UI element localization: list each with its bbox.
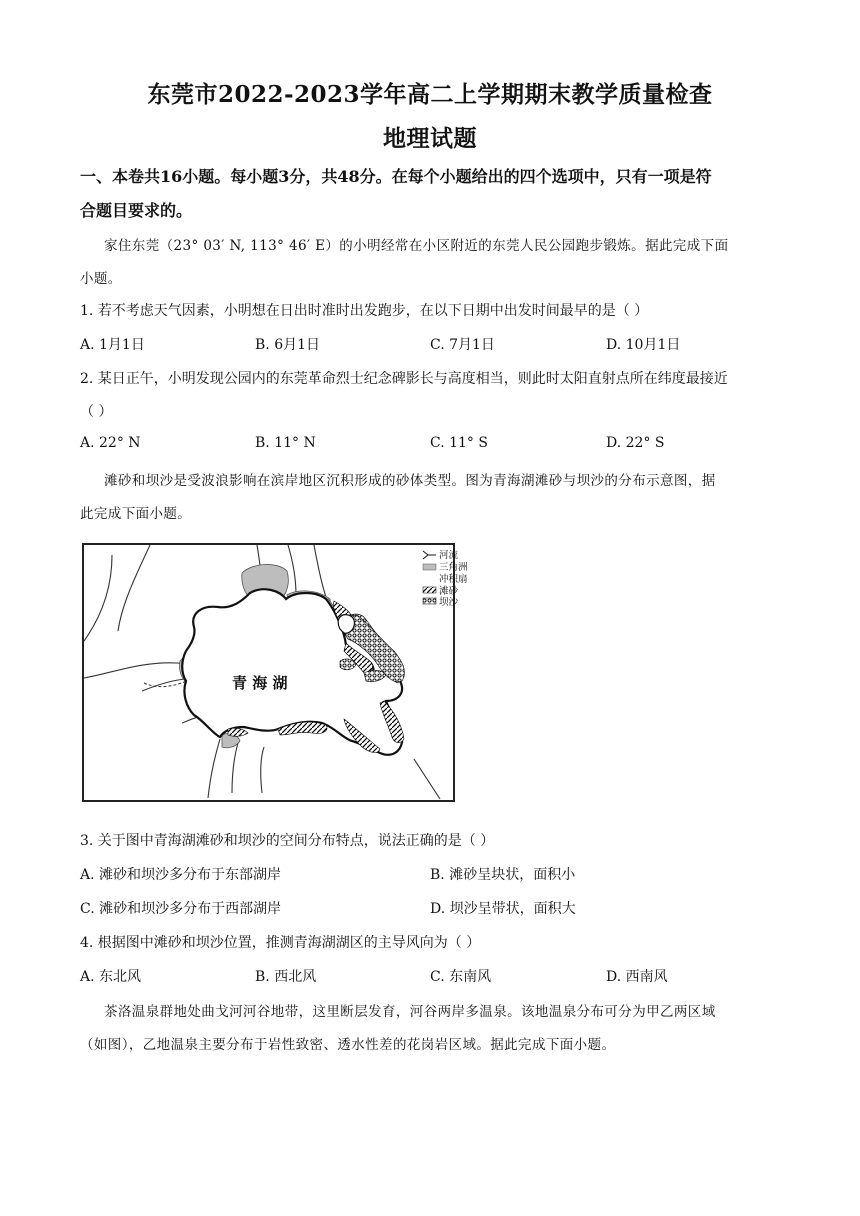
q4-option-c[interactable]: C. 东南风 — [430, 969, 492, 985]
legend-fan-label: 冲积扇 — [439, 574, 468, 585]
q1-option-c[interactable]: C. 7月1日 — [430, 337, 495, 353]
q1-option-d[interactable]: D. 10月1日 — [606, 337, 681, 353]
q3-option-d[interactable]: D. 坝沙呈带状，面积大 — [430, 901, 576, 917]
legend-bar-symbol — [423, 598, 436, 604]
lake-label: 青 海 湖 — [232, 674, 288, 692]
page-subtitle: 地理试题 — [383, 125, 477, 152]
passage3-line1: 茶洛温泉群地处曲戈河河谷地带，这里断层发育，河谷两岸多温泉。该地温泉分布可分为甲乙两区域 — [104, 1004, 716, 1020]
legend-bar-label: 坝沙 — [439, 597, 459, 608]
q3-option-b[interactable]: B. 滩砂呈块状，面积小 — [430, 867, 576, 883]
qinghai-lake-map — [82, 543, 468, 802]
q1-stem: 1. 若不考虑天气因素，小明想在日出时准时出发跑步，在以下日期中出发时间最早的是（ ） — [80, 303, 649, 319]
passage1-line2: 小题。 — [80, 271, 122, 287]
legend-river-label: 河流 — [439, 550, 459, 561]
q2-option-a[interactable]: A. 22° N — [80, 435, 141, 451]
q3-stem: 3. 关于图中青海湖滩砂和坝沙的空间分布特点，说法正确的是（ ） — [80, 833, 495, 849]
q2-option-c[interactable]: C. 11° S — [430, 435, 488, 451]
q2-stem-line2: （ ） — [80, 404, 113, 420]
q4-option-d[interactable]: D. 西南风 — [606, 969, 668, 985]
section-heading-line1: 一、本卷共16小题。每小题3分，共48分。在每个小题给出的四个选项中，只有一项是符 — [80, 167, 712, 186]
q2-option-d[interactable]: D. 22° S — [606, 435, 665, 451]
q3-option-c[interactable]: C. 滩砂和坝沙多分布于西部湖岸 — [80, 901, 282, 917]
passage2-line1: 滩砂和坝沙是受波浪影响在滨岸地区沉积形成的砂体类型。图为青海湖滩砂与坝沙的分布示意图，据 — [104, 473, 716, 489]
q1-option-b[interactable]: B. 6月1日 — [255, 337, 321, 353]
legend-delta-symbol — [423, 564, 436, 570]
passage1-line1: 家住东莞（23° 03′ N, 113° 46′ E）的小明经常在小区附近的东莞人民公园跑步锻炼。据此完成下面 — [104, 238, 729, 254]
island-loop — [338, 615, 354, 634]
section-heading-line2: 合题目要求的。 — [80, 201, 193, 220]
q4-option-a[interactable]: A. 东北风 — [80, 969, 142, 985]
q1-option-a[interactable]: A. 1月1日 — [80, 337, 145, 353]
legend-delta-label: 三角洲 — [439, 562, 468, 573]
q2-option-b[interactable]: B. 11° N — [255, 435, 316, 451]
q2-stem-line1: 2. 某日正午，小明发现公园内的东莞革命烈士纪念碑影长与高度相当，则此时太阳直射点所在纬度最接近 — [80, 371, 728, 387]
passage3-line2: （如图），乙地温泉主要分布于岩性致密、透水性差的花岗岩区域。据此完成下面小题。 — [80, 1037, 616, 1053]
q4-stem: 4. 根据图中滩砂和坝沙位置，推测青海湖湖区的主导风向为（ ） — [80, 935, 481, 951]
q4-option-b[interactable]: B. 西北风 — [255, 969, 317, 985]
q3-option-a[interactable]: A. 滩砂和坝沙多分布于东部湖岸 — [80, 867, 282, 883]
page-title: 东莞市2022-2023学年高二上学期期末教学质量检查 — [147, 81, 713, 108]
passage2-line2: 此完成下面小题。 — [80, 506, 192, 522]
legend-beach-label: 滩砂 — [439, 586, 459, 597]
legend-beach-symbol — [423, 587, 436, 593]
